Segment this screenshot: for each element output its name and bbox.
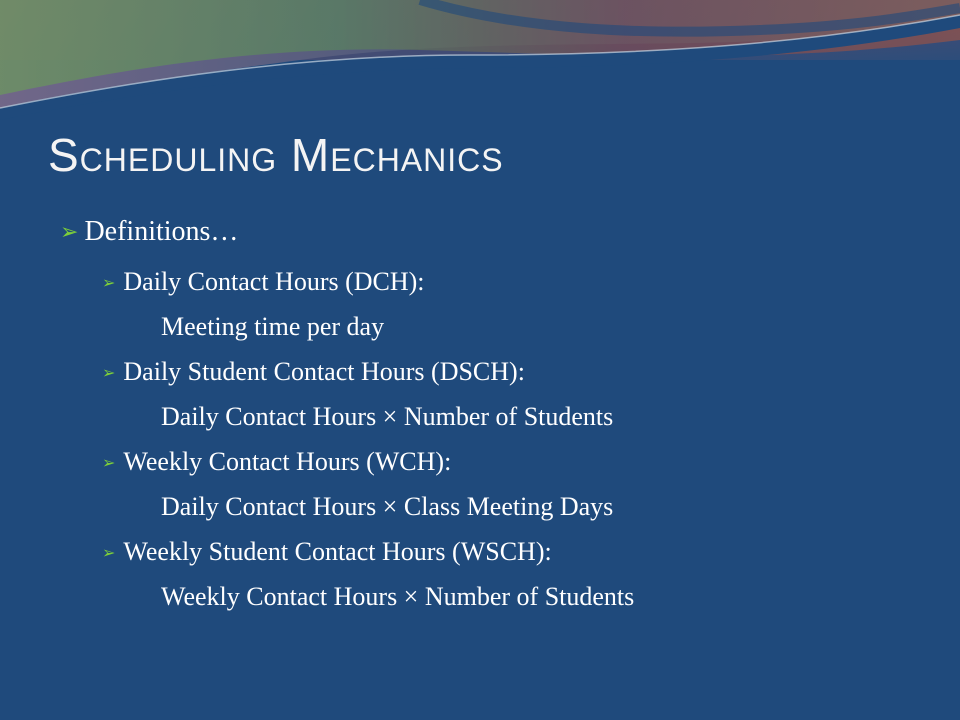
arrowhead-bullet-icon: ➢ — [102, 272, 116, 292]
definition-term — [102, 350, 634, 394]
slide-title: Scheduling Mechanics — [48, 129, 504, 181]
arrowhead-bullet-icon: ➢ — [60, 219, 79, 245]
definition-detail: Meeting time per day — [161, 312, 385, 341]
term-text: Daily Contact Hours (DCH): — [123, 267, 425, 296]
arrowhead-bullet-icon: ➢ — [102, 452, 116, 472]
definition-detail: Daily Contact Hours × Number of Students — [161, 402, 614, 431]
term-text: Weekly Contact Hours (WCH): — [123, 447, 452, 476]
definition-detail: Daily Contact Hours × Class Meeting Days — [161, 492, 614, 521]
decorative-wave-banner — [0, 0, 960, 120]
arrowhead-bullet-icon: ➢ — [102, 542, 116, 562]
heading-text: Definitions… — [84, 216, 239, 247]
definition-term — [102, 260, 634, 304]
definition-term — [102, 440, 634, 484]
definition-detail: Weekly Contact Hours × Number of Students — [161, 582, 635, 611]
term-text: Weekly Student Contact Hours (WSCH): — [123, 537, 552, 566]
definitions-list — [60, 210, 634, 620]
definition-term — [102, 530, 634, 574]
bullet-heading — [60, 210, 634, 254]
term-text: Daily Student Contact Hours (DSCH): — [123, 357, 525, 386]
arrowhead-bullet-icon: ➢ — [102, 362, 116, 382]
